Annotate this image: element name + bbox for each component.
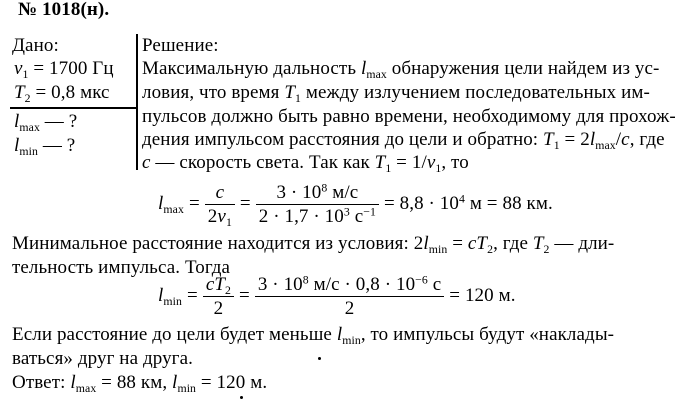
given-divider (136, 34, 138, 170)
solution-line-3: пульсов должно быть равно времени, необходимому для прохож- (142, 106, 676, 127)
problem-number: № 1018(н). (18, 0, 110, 20)
given-nu: $v_1 = 1700$ Гц (14, 58, 114, 82)
find-lmax: $l_{max}$ — ? (14, 111, 78, 135)
conclusion-line-1: Если расстояние до цели будет меньше $l_{min}$, то импульсы будут «наклады- (12, 324, 615, 348)
scan-speck-2 (240, 396, 243, 399)
given-title: Дано: (12, 35, 59, 56)
given-separator (10, 107, 136, 109)
solution-title: Решение: (142, 35, 219, 56)
min-distance-line-2: тельность импульса. Тогда (12, 257, 231, 278)
equation-lmax: $l_{max}$ = $\frac{c}{2v_1}$ = $\frac{3 \cdot 10^8 м/с}{2 \cdot 1,7 \cdot 10^3 с^{-1}}$ = $8,8 \cdot 10^4$ м = 88 км. (158, 181, 553, 229)
solution-line-4: дения импульсом расстояния до цели и обратно: $T_1 = 2l_{max}/c$, где (142, 129, 665, 153)
fraction-c-over-2nu: $\frac{c}{2v_1}$ (205, 181, 235, 228)
conclusion-line-2: ваться» друг на друга. (12, 348, 193, 369)
find-lmin: $l_{min}$ — ? (14, 135, 76, 159)
fraction-numeric-lmax: $\frac{3 \cdot 10^8 м/с}{2 \cdot 1,7 \cdot 10^3 с^{-1}}$ (256, 181, 379, 228)
solution-line-5: c — скорость света. Так как $T_1 = 1/v_1$, то (142, 152, 469, 176)
solution-line-1: Максимальную дальность $l_{max}$ обнаружения цели найдем из ус- (142, 58, 660, 82)
fraction-cT2-over-2: $\frac{cT_2}{2}$ (203, 273, 234, 320)
solution-line-2: ловия, что время $T_1$ между излучением последовательных им- (142, 82, 650, 106)
given-t2: $T_2 = 0,8$ мкс (14, 82, 110, 106)
min-distance-line-1: Минимальное расстояние находится из условия: $2l_{min} = cT_2$, где $T_2$ — дли- (12, 233, 615, 257)
fraction-numeric-lmin: $\frac{3 \cdot 10^8 м/с \cdot 0,8 \cdot 10^{-6} с}{2}$ (255, 273, 444, 320)
scan-speck (318, 357, 321, 360)
equation-lmin: $l_{min}$ = $\frac{cT_2}{2}$ = $\frac{3 \cdot 10^8 м/с \cdot 0,8 \cdot 10^{-6} с}{2}$ = 120 м. (158, 273, 516, 319)
answer-line: Ответ: $l_{max} = 88$ км, $l_{min} = 120$ м. (12, 372, 268, 396)
